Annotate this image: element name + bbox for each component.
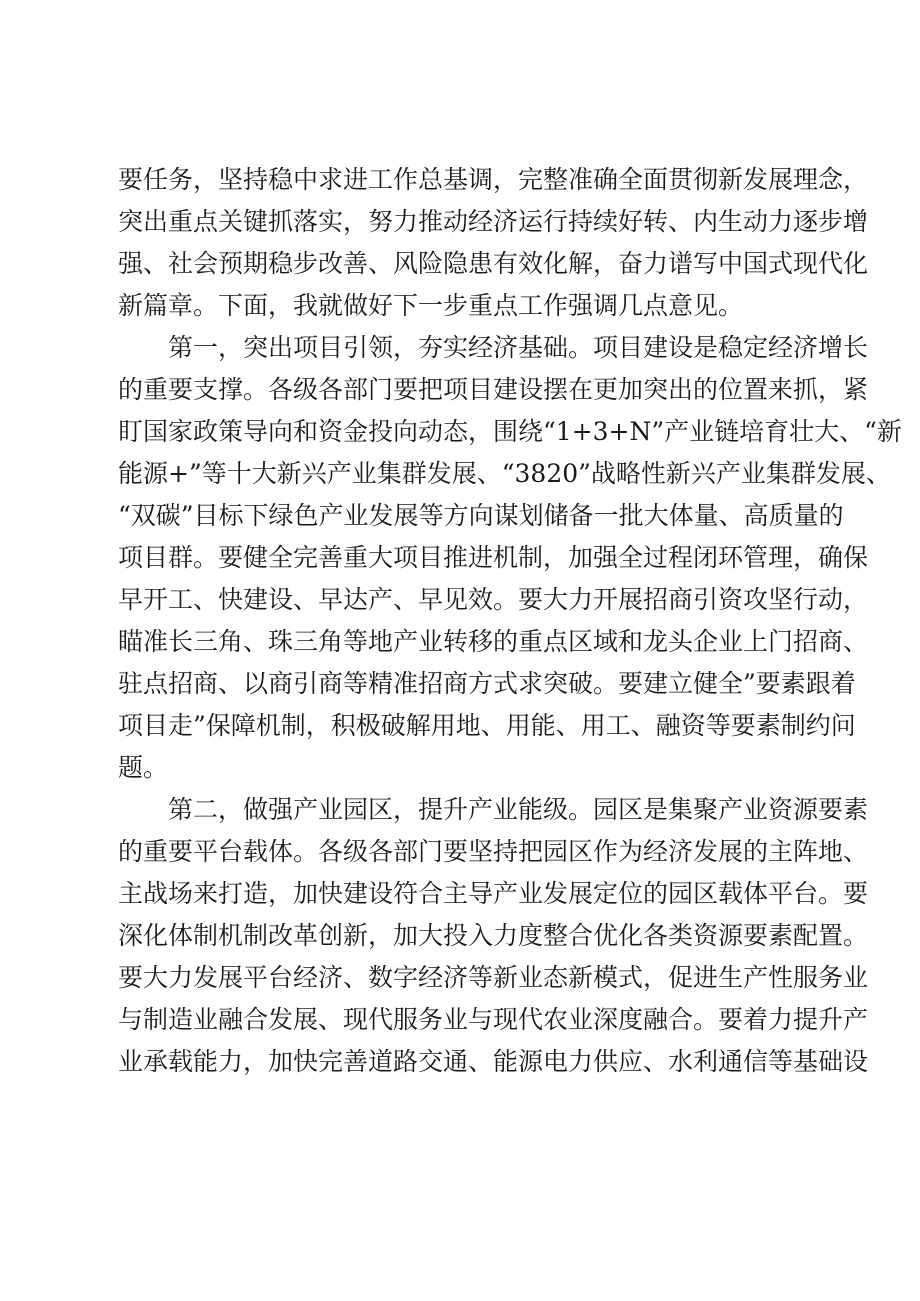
text-line: 第二，做强产业园区，提升产业能级。园区是集聚产业资源要素	[168, 795, 869, 824]
text-line: 的重要平台载体。各级各部门要坚持把园区作为经济发展的主阵地、	[118, 837, 869, 866]
text-line: 瞄准长三角、珠三角等地产业转移的重点区域和龙头企业上门招商、	[118, 627, 869, 656]
text-line: 业承载能力，加快完善道路交通、能源电力供应、水利通信等基础设	[118, 1047, 869, 1076]
text-line: 强、社会预期稳步改善、风险隐患有效化解，奋力谱写中国式现代化	[118, 249, 869, 278]
text-line: 驻点招商、以商引商等精准招商方式求突破。要建立健全”要素跟着	[118, 669, 856, 698]
text-line: 项目走”保障机制，积极破解用地、用能、用工、融资等要素制约问	[118, 711, 856, 740]
text-line: 突出重点关键抓落实，努力推动经济运行持续好转、内生动力逐步增	[118, 207, 869, 236]
text-line: 能源+”等十大新兴产业集群发展、“3820”战略性新兴产业集群发展、	[118, 459, 891, 488]
text-line: 与制造业融合发展、现代服务业与现代农业深度融合。要着力提升产	[118, 1005, 869, 1034]
text-line: 要任务，坚持稳中求进工作总基调，完整准确全面贯彻新发展理念，	[118, 165, 869, 194]
text-line: 新篇章。下面，我就做好下一步重点工作强调几点意见。	[118, 291, 744, 320]
text-line: 盯国家政策导向和资金投向动态，围绕“1+3+N”产业链培育壮大、“新	[118, 417, 902, 446]
text-line: 项目群。要健全完善重大项目推进机制，加强全过程闭环管理，确保	[118, 543, 869, 572]
paragraph-1	[118, 159, 869, 327]
text-line: 的重要支撑。各级各部门要把项目建设摆在更加突出的位置来抓，紧	[118, 375, 869, 404]
text-line: 题。	[118, 753, 169, 782]
text-line: “双碳”目标下绿色产业发展等方向谋划储备一批大体量、高质量的	[118, 501, 844, 530]
paragraph-2	[118, 327, 902, 789]
paragraph-3	[118, 789, 869, 1083]
text-line: 要大力发展平台经济、数字经济等新业态新模式，促进生产性服务业	[118, 963, 869, 992]
text-line: 第一，突出项目引领，夯实经济基础。项目建设是稳定经济增长	[168, 333, 869, 362]
document-body	[118, 159, 902, 1083]
text-line: 深化体制机制改革创新，加大投入力度整合优化各类资源要素配置。	[118, 921, 869, 950]
text-line: 主战场来打造，加快建设符合主导产业发展定位的园区载体平台。要	[118, 879, 869, 908]
text-line: 早开工、快建设、早达产、早见效。要大力开展招商引资攻坚行动，	[118, 585, 869, 614]
